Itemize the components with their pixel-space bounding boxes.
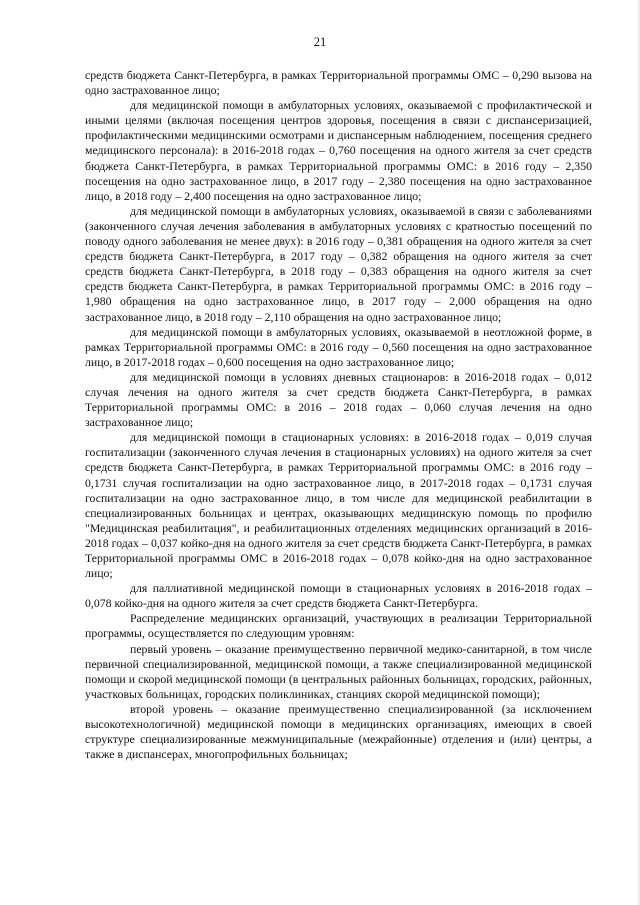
paragraph-ambulatory-disease: для медицинской помощи в амбулаторных условиях, оказываемой в связи с заболеваниями (законченного случая лечения заболевания в амбулаторных условиях с кратностью посещений по поводу одного заболевания не менее двух): в 2016 году – 0,381 обращения на одного жителя за счет средств бюджета Санкт-Петербурга, в 2017 году – 0,382 обращения на одного жителя за счет средств бюджета Санкт-Петербурга, в 2018 году – 0,383 обращения на одного жителя за счет средств бюджета Санкт-Петербурга, в рамках Территориальной программы ОМС: в 2016 году – 1,980 обращения на одно застрахованное лицо, в 2017 году – 2,000 обращения на одно застрахованное лицо, в 2018 году – 2,110 обращения на одно застрахованное лицо;	[85, 203, 592, 324]
paragraph-continuation: средств бюджета Санкт-Петербурга, в рамках Территориальной программы ОМС – 0,290 вызова на одно застрахованное лицо;	[85, 68, 592, 98]
paragraph-first-level: первый уровень – оказание преимущественно первичной медико-санитарной, в том числе первичной специализированной, медицинской помощи, а также специализированной медицинской помощи и скорой медицинской помощи (в центральных районных больницах, городских, районных, участковых больницах, городских поликлиниках, станциях скорой медицинской помощи);	[85, 641, 592, 701]
paragraph-inpatient: для медицинской помощи в стационарных условиях: в 2016-2018 годах – 0,019 случая госпитализации (законченного случая лечения в стационарных условиях) на одного жителя за счет средств бюджета Санкт-Петербурга, в рамках Территориальной программы ОМС: в 2016 году – 0,1731 случая госпитализации на одно застрахованное лицо, в 2017-2018 годах – 0,1731 случая госпитализации на одно застрахованное лицо, в том числе для медицинской реабилитации в специализированных больницах и центрах, оказывающих медицинскую помощь по профилю "Медицинская реабилитация", и реабилитационных отделениях медицинских организаций в 2016-2018 годах – 0,037 койко-дня на одного жителя за счет средств бюджета Санкт-Петербурга, в рамках Территориальной программы ОМС в 2016-2018 годах – 0,078 койко-дня на одно застрахованное лицо;	[85, 430, 592, 581]
paragraph-second-level: второй уровень – оказание преимущественно специализированной (за исключением высокотехнологичной) медицинской помощи в медицинских организациях, имеющих в своей структуре специализированные межмуниципальные (межрайонные) отделения и (или) центры, а также в диспансерах, многопрофильных больницах;	[85, 701, 592, 762]
paragraph-palliative: для паллиативной медицинской помощи в стационарных условиях в 2016-2018 годах – 0,078 койко-дня на одного жителя за счет средств бюджета Санкт-Петербурга.	[85, 581, 592, 611]
paragraph-ambulatory-preventive: для медицинской помощи в амбулаторных условиях, оказываемой с профилактической и иными целями (включая посещения центров здоровья, посещения в связи с диспансеризацией, профилактическими медицинскими осмотрами и диспансерным наблюдением, посещения среднего медицинского персонала): в 2016-2018 годах – 0,760 посещения на одного жителя за счет средств бюджета Санкт-Петербурга, в рамках Территориальной программы ОМС: в 2016 году – 2,350 посещения на одно застрахованное лицо, в 2017 году – 2,380 посещения на одно застрахованное лицо, в 2018 году – 2,400 посещения на одно застрахованное лицо;	[85, 98, 592, 203]
paragraph-day-hospital: для медицинской помощи в условиях дневных стационаров: в 2016-2018 годах – 0,012 случая лечения на одного жителя за счет средств бюджета Санкт-Петербурга, в рамках Территориальной программы ОМС: в 2016 – 2018 годах – 0,060 случая лечения на одно застрахованное лицо;	[85, 369, 592, 430]
paragraph-distribution-intro: Распределение медицинских организаций, участвующих в реализации Территориальной программы, осуществляется по следующим уровням:	[85, 611, 592, 641]
paragraph-ambulatory-urgent: для медицинской помощи в амбулаторных условиях, оказываемой в неотложной форме, в рамках Территориальной программы ОМС: в 2016 году – 0,560 посещения на одно застрахованное лицо, в 2017-2018 годах – 0,600 посещения на одно застрахованное лицо;	[85, 324, 592, 369]
page-number: 21	[313, 35, 327, 49]
document-body	[85, 68, 592, 762]
